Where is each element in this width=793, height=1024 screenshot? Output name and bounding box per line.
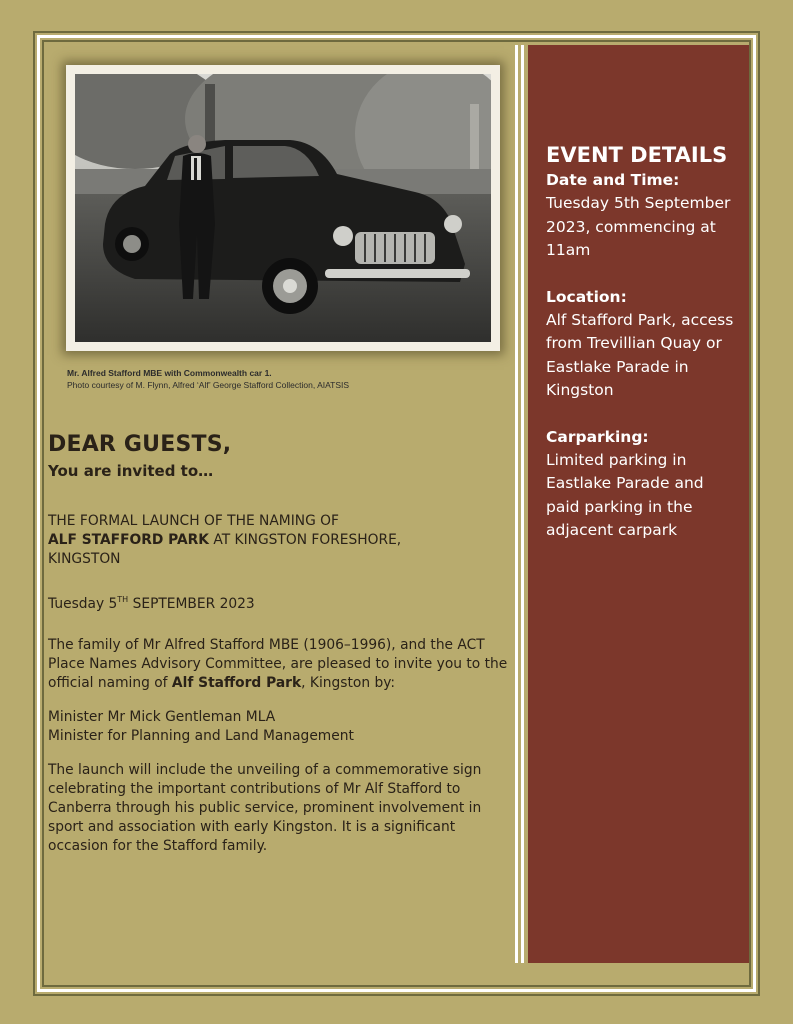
carparking-text: Limited parking in Eastlake Parade and paid parking in the adjacent carpark — [546, 450, 704, 539]
car-photo-image — [75, 74, 491, 342]
launch-line-2 — [48, 531, 518, 550]
photo-caption — [67, 367, 507, 391]
launch-title — [48, 512, 518, 569]
invited-subheading: You are invited to… — [48, 462, 214, 480]
launch-line-1: THE FORMAL LAUNCH OF THE NAMING OF — [48, 513, 339, 529]
sidebar-divider-2 — [521, 45, 524, 963]
date-time-heading: Date and Time: — [546, 171, 680, 189]
launch-description: The launch will include the unveiling of a commemorative sign celebrating the important contributions of Mr Alf Stafford to Canberra through his public service, prominent involvement in sport and association with early Kingston. It is a significant occasion for the Stafford family. — [48, 762, 482, 854]
minister-name: Minister Mr Mick Gentleman MLA — [48, 709, 276, 725]
carparking-heading: Carparking: — [546, 427, 649, 446]
park-name: ALF STAFFORD PARK — [48, 532, 209, 548]
location-heading: Location: — [546, 287, 627, 306]
event-details-sidebar — [528, 45, 749, 963]
event-date — [48, 590, 518, 614]
para1-park: Alf Stafford Park — [171, 675, 302, 691]
invitation-body — [48, 430, 518, 856]
event-details-title: EVENT DETAILS — [546, 143, 728, 167]
date-rest: SEPTEMBER 2023 — [128, 596, 255, 612]
location-section — [546, 286, 739, 403]
para1-end: , Kingston by: — [301, 675, 396, 691]
minister-block — [48, 708, 518, 746]
sidebar-divider-1 — [515, 45, 518, 963]
caption-line-2: Photo courtesy of M. Flynn, Alfred ‘Alf’ George Stafford Collection, AIATSIS — [67, 380, 350, 390]
carparking-section — [546, 426, 739, 543]
date-suffix: TH — [117, 595, 129, 604]
para1-start: The family of Mr Alfred Stafford MBE (1906–1996), and the ACT Place Names Advisory Committee, are pleased to invite you to the official naming of — [48, 637, 508, 691]
greeting-heading: DEAR GUESTS, — [48, 432, 232, 457]
caption-line-1: Mr. Alfred Stafford MBE with Commonwealth car 1. — [67, 368, 272, 378]
launch-line-3: KINGSTON — [48, 551, 121, 567]
minister-role: Minister for Planning and Land Management — [48, 728, 354, 744]
date-time-section — [546, 169, 739, 263]
date-day: Tuesday 5 — [48, 596, 118, 612]
location-text: Alf Stafford Park, access from Trevillian Quay or Eastlake Parade in Kingston — [546, 310, 734, 399]
launch-line-2-rest: AT KINGSTON FORESHORE, — [208, 532, 402, 548]
historic-photo — [66, 65, 500, 351]
date-time-text: Tuesday 5th September 2023, commencing at 11am — [546, 194, 731, 259]
invitation-paragraph — [48, 636, 518, 693]
